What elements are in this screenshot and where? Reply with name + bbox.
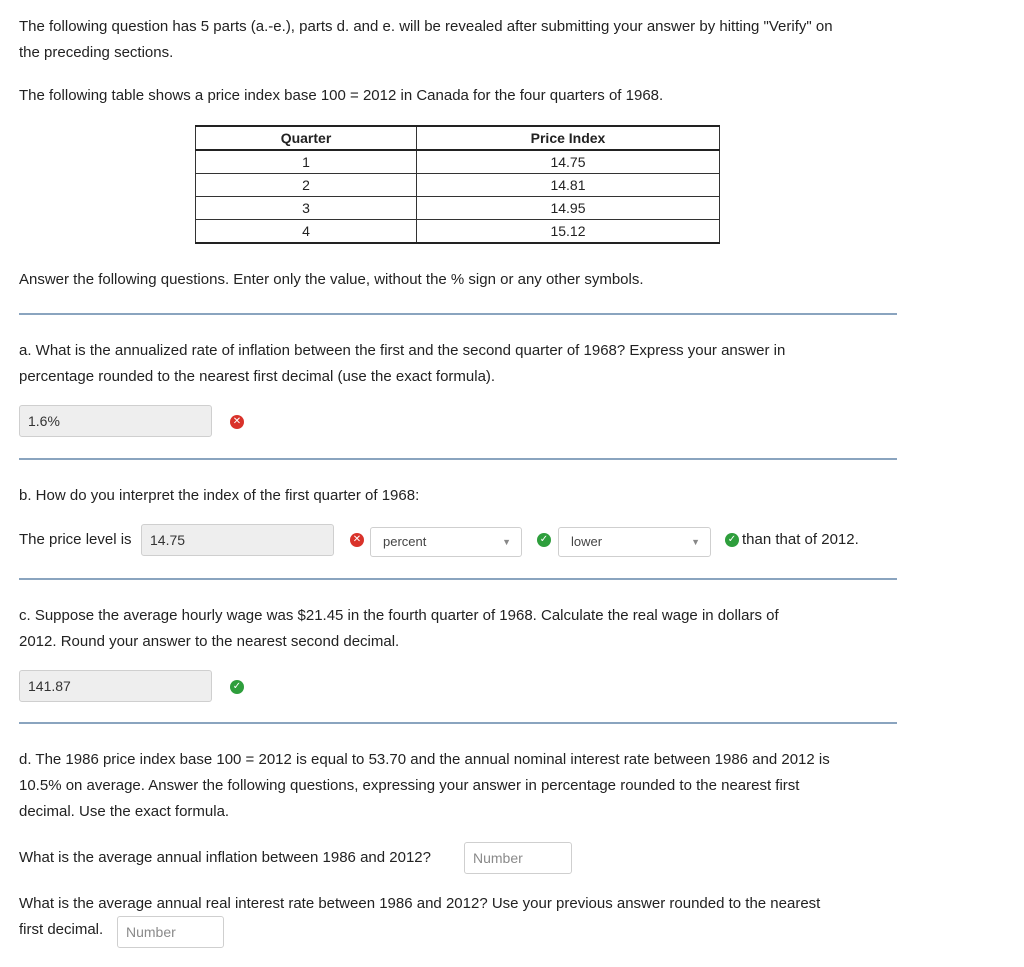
header-quarter: Quarter	[196, 126, 417, 150]
part-d-line-3: decimal. Use the exact formula.	[19, 803, 230, 820]
incorrect-icon: ✕	[230, 415, 244, 429]
part-b-prefix: The price level is	[19, 531, 132, 548]
part-d-question	[19, 747, 899, 825]
section-divider	[19, 458, 897, 460]
quarter-cell: 1	[196, 150, 417, 174]
chevron-down-icon: ▼	[502, 537, 511, 547]
table-row	[196, 220, 720, 244]
part-b-suffix: than that of 2012.	[742, 531, 859, 548]
part-c-question	[19, 603, 899, 655]
correct-icon: ✓	[230, 680, 244, 694]
correct-icon: ✓	[725, 533, 739, 547]
section-divider	[19, 722, 897, 724]
part-a-line-1: a. What is the annualized rate of inflation between the first and the second quarter of 1968? Express your answer in	[19, 342, 786, 359]
table-caption: The following table shows a price index base 100 = 2012 in Canada for the four quarters of 1968.	[19, 87, 664, 104]
unit-select-value: percent	[383, 534, 427, 549]
compare-select-value: lower	[571, 534, 603, 549]
table-row	[196, 150, 720, 174]
part-d-q1-label: What is the average annual inflation between 1986 and 2012?	[19, 849, 431, 866]
price-index-cell: 14.81	[417, 174, 720, 197]
inflation-input[interactable]: Number	[464, 842, 572, 874]
quarter-cell: 2	[196, 174, 417, 197]
intro-text	[19, 14, 899, 66]
correct-icon: ✓	[537, 533, 551, 547]
price-index-table	[195, 125, 720, 244]
table-header-row	[196, 126, 720, 150]
real-interest-input[interactable]: Number	[117, 916, 224, 948]
section-divider	[19, 578, 897, 580]
quarter-cell: 4	[196, 220, 417, 244]
intro-line-1: The following question has 5 parts (a.-e.), parts d. and e. will be revealed after submitting your answer by hitting "Verify" on	[19, 18, 833, 35]
compare-select[interactable]	[558, 527, 711, 557]
part-a-answer-input[interactable]: 1.6%	[19, 405, 212, 437]
part-a-question	[19, 338, 899, 390]
price-index-cell: 15.12	[417, 220, 720, 244]
part-c-line-2: 2012. Round your answer to the nearest second decimal.	[19, 633, 400, 650]
table-row	[196, 174, 720, 197]
instructions: Answer the following questions. Enter only the value, without the % sign or any other symbols.	[19, 271, 644, 288]
part-c-line-1: c. Suppose the average hourly wage was $21.45 in the fourth quarter of 1968. Calculate the real wage in dollars of	[19, 607, 779, 624]
unit-select[interactable]	[370, 527, 522, 557]
price-index-cell: 14.75	[417, 150, 720, 174]
part-b-answer-input[interactable]: 14.75	[141, 524, 334, 556]
table-row	[196, 197, 720, 220]
part-a-line-2: percentage rounded to the nearest first decimal (use the exact formula).	[19, 368, 496, 385]
part-c-answer-input[interactable]: 141.87	[19, 670, 212, 702]
part-d-q2-line-1: What is the average annual real interest rate between 1986 and 2012? Use your previous answer rounded to the nearest	[19, 895, 821, 912]
part-b-question: b. How do you interpret the index of the first quarter of 1968:	[19, 487, 420, 504]
part-d-line-2: 10.5% on average. Answer the following questions, expressing your answer in percentage rounded to the nearest first	[19, 777, 800, 794]
price-index-cell: 14.95	[417, 197, 720, 220]
quarter-cell: 3	[196, 197, 417, 220]
section-divider	[19, 313, 897, 315]
part-d-line-1: d. The 1986 price index base 100 = 2012 is equal to 53.70 and the annual nominal interest rate between 1986 and 2012 is	[19, 751, 830, 768]
header-price-index: Price Index	[417, 126, 720, 150]
chevron-down-icon: ▼	[691, 537, 700, 547]
part-d-q2-line-2: first decimal.	[19, 921, 104, 938]
intro-line-2: the preceding sections.	[19, 44, 174, 61]
incorrect-icon: ✕	[350, 533, 364, 547]
